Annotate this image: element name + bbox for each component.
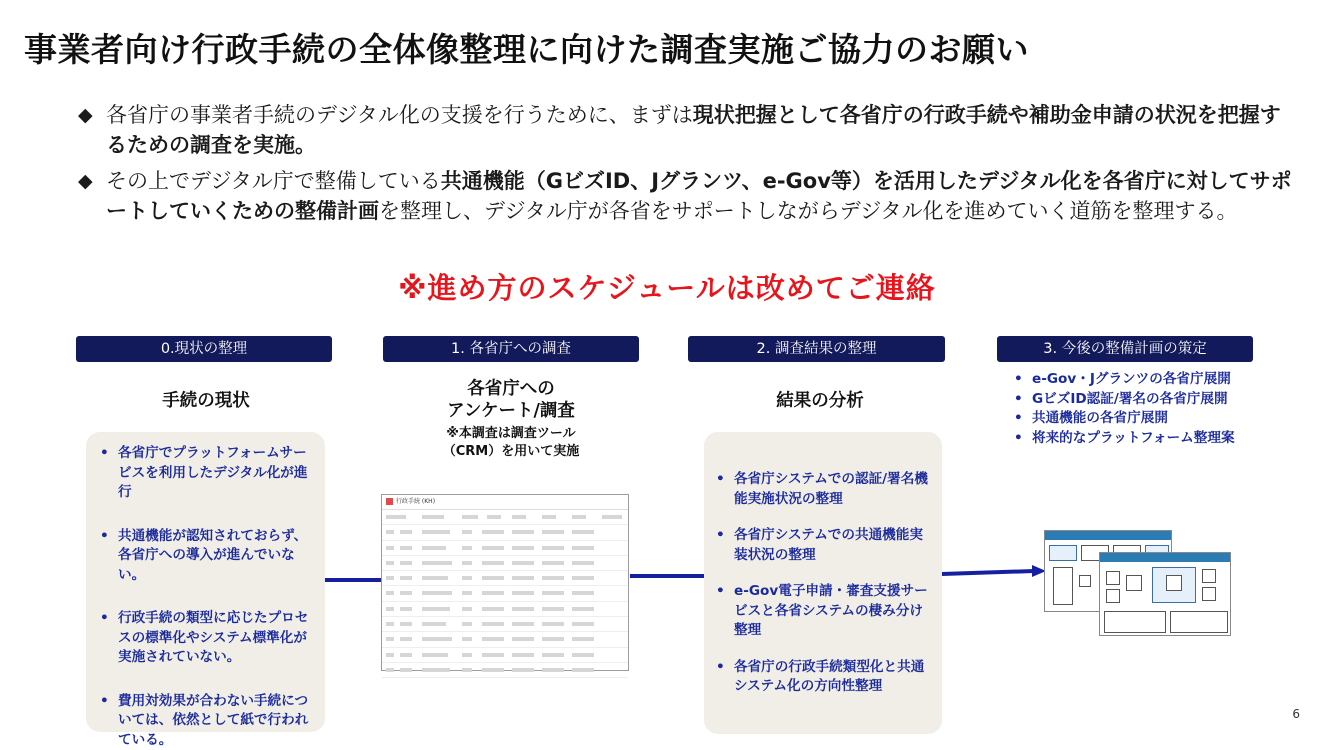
table-row bbox=[382, 541, 628, 556]
step-1-note bbox=[383, 425, 639, 461]
note-line: ※本調査は調査ツール bbox=[446, 426, 576, 441]
list-item: • 各省庁の行政手続類型化と共通システム化の方向性整理 bbox=[710, 658, 934, 697]
page-number: 6 bbox=[1292, 707, 1300, 721]
current-state-list bbox=[94, 444, 315, 750]
analysis-box bbox=[704, 432, 942, 734]
note-line: （CRM）を用いて実施 bbox=[442, 444, 580, 459]
step-2-heading: 結果の分析 bbox=[776, 391, 864, 411]
arrow-right-icon bbox=[940, 562, 1048, 582]
table-row bbox=[382, 510, 628, 525]
table-row bbox=[382, 617, 628, 632]
bullet-bold-text: 共通機能（GビズID、Jグランツ、e-Gov等）を活用したデジタル化を各省庁に対してサポートしていくための整備計画 bbox=[106, 169, 1292, 223]
table-row bbox=[382, 586, 628, 601]
list-item: • 将来的なプラットフォーム整理案 bbox=[1008, 429, 1248, 449]
step-3-label: 3. 今後の整備計画の策定 bbox=[997, 336, 1253, 362]
list-item: • e-Gov・Jグランツの各省庁展開 bbox=[1008, 370, 1248, 390]
intro-bullet-2 bbox=[78, 166, 1298, 226]
connector-line bbox=[322, 578, 384, 582]
list-item: • 共通機能が認知されておらず、各省庁への導入が進んでいない。 bbox=[94, 527, 315, 586]
heading-line: アンケート/調査 bbox=[447, 401, 575, 421]
step-1-label: 1. 各省庁への調査 bbox=[383, 336, 639, 362]
plan-diagram-thumbnail bbox=[1099, 552, 1231, 636]
table-row bbox=[382, 556, 628, 571]
list-item: • e-Gov電子申請・審査支援サービスと各省システムの棲み分け整理 bbox=[710, 582, 934, 641]
survey-tool-screenshot bbox=[381, 494, 629, 671]
list-item: • GビズID認証/署名の各省庁展開 bbox=[1008, 390, 1248, 410]
table-row bbox=[382, 632, 628, 647]
analysis-list bbox=[710, 470, 934, 697]
intro-bullet-1 bbox=[78, 100, 1298, 160]
bullet-text: 各省庁の事業者手続のデジタル化の支援を行うために、まずは bbox=[106, 103, 693, 127]
step-0-heading: 手続の現状 bbox=[162, 391, 250, 411]
table-row bbox=[382, 602, 628, 617]
heading-line: 各省庁への bbox=[467, 379, 555, 399]
current-state-box bbox=[86, 432, 325, 748]
screenshot-title: 行政手続 (KH) bbox=[396, 498, 436, 505]
list-item: • 費用対効果が合わない手続については、依然として紙で行われている。 bbox=[94, 692, 315, 750]
list-item: • 行政手続の類型に応じたプロセスの標準化やシステム標準化が実施されていない。 bbox=[94, 609, 315, 668]
table-row bbox=[382, 571, 628, 586]
bullet-text: その上でデジタル庁で整備している bbox=[106, 169, 441, 193]
plan-list bbox=[1008, 370, 1248, 448]
list-item: • 共通機能の各省庁展開 bbox=[1008, 409, 1248, 429]
plan-list-wrap bbox=[1008, 370, 1248, 448]
step-2-label: 2. 調査結果の整理 bbox=[688, 336, 945, 362]
intro-bullets bbox=[78, 100, 1298, 232]
table-row bbox=[382, 525, 628, 540]
table-row bbox=[382, 663, 628, 678]
list-item: • 各省庁システムでの認証/署名機能実施状況の整理 bbox=[710, 470, 934, 509]
bullet-text: を整理し、デジタル庁が各省をサポートしながらデジタル化を進めていく道筋を整理する。 bbox=[379, 199, 1238, 223]
schedule-note: ※進め方のスケジュールは改めてご連絡 bbox=[398, 271, 936, 305]
list-item: • 各省庁でプラットフォームサービスを利用したデジタル化が進行 bbox=[94, 444, 315, 503]
step-0-label: 0.現状の整理 bbox=[76, 336, 332, 362]
connector-line bbox=[630, 574, 706, 578]
bullet-bold-text: 現状把握として各省庁の行政手続や補助金申請の状況を把握するための調査を実施。 bbox=[106, 103, 1281, 157]
table-row bbox=[382, 648, 628, 663]
page-title: 事業者向け行政手続の全体像整理に向けた調査実施ご協力のお願い bbox=[24, 30, 1029, 69]
diamond-icon: ◆ bbox=[78, 170, 93, 192]
step-1-heading bbox=[383, 378, 639, 422]
app-logo-icon bbox=[386, 498, 393, 505]
list-item: • 各省庁システムでの共通機能実装状況の整理 bbox=[710, 526, 934, 565]
diamond-icon: ◆ bbox=[78, 104, 93, 126]
